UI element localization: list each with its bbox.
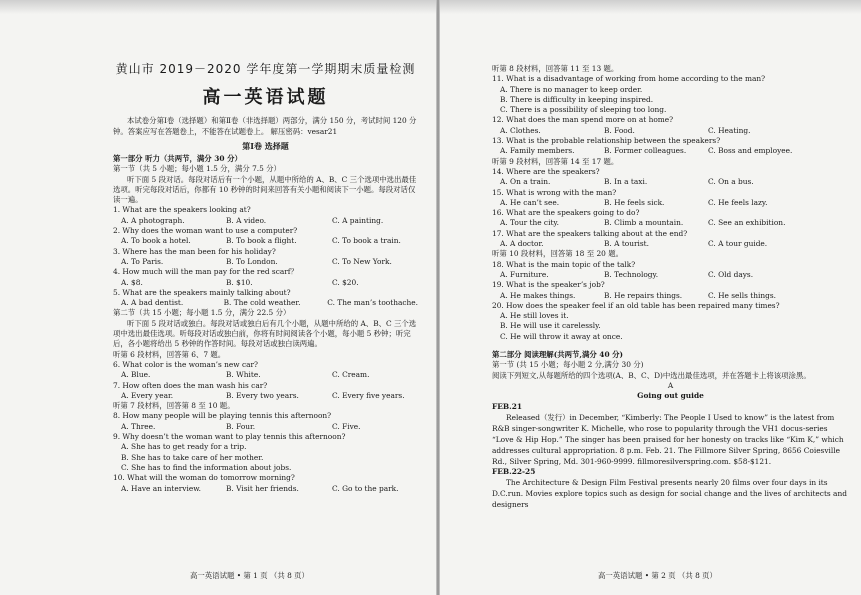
option-c: C. Boss and employee. xyxy=(708,146,793,156)
option-a: A. He can’t see. xyxy=(500,197,560,207)
exam-intro: 本试卷分第Ⅰ卷（选择题）和第Ⅱ卷（非选择题）两部分，满分 150 分，考试时间 120 分钟。答案应写在答题卷上，不能答在试题卷上。 解压密码：vesar21 xyxy=(113,116,417,136)
option-c: C. A tour guide. xyxy=(708,239,768,249)
option-b: B. There is difficulty in keeping inspired. xyxy=(500,94,654,104)
question-options xyxy=(492,218,849,228)
listening-note: 听第 8 段材料，回答第 11 至 13 题。 xyxy=(492,64,619,73)
question-options xyxy=(113,484,418,494)
passage-letter: A xyxy=(667,380,674,390)
option-c: C. She has to find the information about jobs. xyxy=(121,462,292,472)
option-a: A. A doctor. xyxy=(500,239,544,249)
option-a: A. To book a hotel. xyxy=(121,236,191,246)
page-footer: 高一英语试题 • 第 1 页 （共 8 页） xyxy=(190,571,309,580)
option-b: B. Every two years. xyxy=(226,390,299,400)
option-b: B. The cold weather. xyxy=(223,298,301,308)
section1-title: 第一节（共 5 小题；每小题 1.5 分，满分 7.5 分） xyxy=(113,164,281,174)
option-b: B. To book a flight. xyxy=(226,236,297,246)
question-options xyxy=(492,177,849,187)
option-b: B. To London. xyxy=(226,256,278,266)
question-block-a xyxy=(113,205,418,308)
question-options xyxy=(113,257,418,267)
option-c: C. Go to the park. xyxy=(332,483,399,493)
option-a: A. He still loves it. xyxy=(500,311,569,321)
event-paragraph: The Architecture & Design Film Festival presents nearly 20 films over four days in its D.C.run. Movies explore topics such as design for social change and the lives of architects and designers xyxy=(492,478,847,510)
option-a: A. Furniture. xyxy=(500,269,549,279)
exam-title: 黄山市 2019－2020 学年度第一学期期末质量检测 xyxy=(115,62,416,76)
section2-title: 第二节（共 15 小题；每小题 1.5 分，满分 22.5 分） xyxy=(113,308,291,318)
question-text: 16. What are the speakers going to do? xyxy=(492,208,640,218)
question-text: 2. Why does the woman want to use a computer? xyxy=(113,226,298,236)
question-text: 20. How does the speaker feel if an old table has been repaired many times? xyxy=(492,300,780,310)
option-b: B. White. xyxy=(226,370,261,380)
page-footer: 高一英语试题 • 第 2 页 （共 8 页） xyxy=(598,571,717,580)
option-b: B. He repairs things. xyxy=(604,290,683,300)
question-options xyxy=(113,216,418,226)
volume-title: 第Ⅰ卷 选择题 xyxy=(242,141,289,151)
listening-note: 听第 7 段材料，回答第 8 至 10 题。 xyxy=(113,401,235,411)
question-options xyxy=(492,126,849,136)
question-options xyxy=(113,391,418,401)
option-b: B. A tourist. xyxy=(604,239,650,249)
option-c: C. Every five years. xyxy=(332,390,405,400)
question-text: 4. How much will the man pay for the red scarf？ xyxy=(113,267,298,277)
option-c: C. To New York. xyxy=(332,256,392,266)
option-b: B. She has to take care of her mother. xyxy=(121,452,264,462)
question-text: 12. What does the man spend more on at home? xyxy=(492,115,674,125)
question-options xyxy=(492,291,849,301)
option-c: C. $20. xyxy=(332,277,359,287)
question-options xyxy=(492,270,849,280)
part2-instructions: 阅读下列短文,从每题所给的四个选项(A、B、C、D)中选出最佳选项，并在答题卡上将该项涂黑。 xyxy=(492,370,811,380)
option-a: A. A bad dentist. xyxy=(121,298,184,308)
question-text: 15. What is wrong with the man? xyxy=(492,187,617,197)
question-text: 18. What is the main topic of the talk? xyxy=(492,259,636,269)
question-options xyxy=(113,370,418,380)
option-a: A. She has to get ready for a trip. xyxy=(121,442,247,452)
option-b: B. Technology. xyxy=(604,269,659,279)
event-date: FEB.22-25 xyxy=(492,466,536,476)
right-page xyxy=(440,0,861,595)
question-text: 14. Where are the speakers? xyxy=(492,166,600,176)
option-c: C. He feels lazy. xyxy=(708,197,768,207)
question-text: 6. What color is the woman’s new car? xyxy=(113,359,259,369)
option-b: B. He will use it carelessly. xyxy=(500,321,601,331)
passage-title: Going out guide xyxy=(637,391,704,401)
question-text: 11. What is a disadvantage of working from home according to the man? xyxy=(492,74,766,84)
question-options xyxy=(492,239,849,249)
option-b: B. Four. xyxy=(226,421,256,431)
part2-title: 第二部分 阅读理解(共两节,满分 40 分) xyxy=(492,350,624,360)
option-a: A. Clothes. xyxy=(500,125,541,135)
listening-note: 听第 6 段材料，回答第 6、7 题。 xyxy=(113,349,226,359)
section2-instructions: 听下面 5 段对话或独白。每段对话或独白后有几个小题，从题中所给的 A、B、C 三个选项中选出最佳选项。听每段对话或独白前，你将有时间阅读各个小题，每小题 5 秒钟；听完后，各小题将给出 5 秒钟的作答时间。每段对话或独白读两遍。 xyxy=(113,318,417,349)
option-a: A. He makes things. xyxy=(500,290,576,300)
option-c: C. Old days. xyxy=(708,269,754,279)
question-options xyxy=(113,236,418,246)
option-b: B. A video. xyxy=(226,215,267,225)
part1-title: 第一部分 听力（共两节，满分 30 分） xyxy=(113,154,242,163)
option-c: C. On a bus. xyxy=(708,177,754,187)
option-c: C. A painting. xyxy=(332,215,384,225)
part2-section-title: 第一节 (共 15 小题；每小题 2 分,满分 30 分) xyxy=(492,360,644,370)
question-options xyxy=(492,146,849,156)
question-text: 13. What is the probable relationship between the speakers? xyxy=(492,136,721,146)
option-a: A. Tour the city. xyxy=(500,218,559,228)
question-text: 3. Where has the man been for his holiday? xyxy=(113,246,276,256)
question-options xyxy=(492,198,849,208)
option-c: C. Five. xyxy=(332,421,361,431)
option-b: B. Climb a mountain. xyxy=(604,218,684,228)
option-c: C. Cream. xyxy=(332,370,370,380)
option-c: C. He will throw it away at once. xyxy=(500,331,623,341)
question-options xyxy=(113,422,418,432)
option-a: A. Have an interview. xyxy=(121,483,202,493)
option-c: C. Heating. xyxy=(708,125,751,135)
option-c: C. There is a possibility of sleeping too long. xyxy=(500,105,667,115)
option-b: B. Visit her friends. xyxy=(226,483,299,493)
question-text: 10. What will the woman do tomorrow morning? xyxy=(113,473,295,483)
option-b: B. He feels sick. xyxy=(604,197,665,207)
question-options xyxy=(113,278,418,288)
question-text: 19. What is the speaker’s job? xyxy=(492,280,605,290)
option-a: A. Three. xyxy=(121,421,156,431)
question-text: 1. What are the speakers looking at? xyxy=(113,205,251,215)
main-title: 高一英语试题 xyxy=(202,87,329,108)
option-b: B. Food. xyxy=(604,125,635,135)
listening-note: 听第 9 段材料，回答第 14 至 17 题。 xyxy=(492,156,619,166)
option-b: B. Former colleagues. xyxy=(604,146,687,156)
option-a: A. Every year. xyxy=(121,390,174,400)
question-text: 17. What are the speakers talking about at the end? xyxy=(492,228,688,238)
option-a: A. On a train. xyxy=(500,177,551,187)
event-date: FEB.21 xyxy=(492,401,522,411)
option-c: C. He sells things. xyxy=(708,290,777,300)
option-a: A. There is no manager to keep order. xyxy=(500,84,643,94)
question-text: 9. Why doesn’t the woman want to play tennis this afternoon? xyxy=(113,432,346,442)
question-text: 7. How often does the man wash his car? xyxy=(113,380,268,390)
question-text: 8. How many people will be playing tennis this afternoon? xyxy=(113,411,332,421)
listening-note: 听第 10 段材料，回答第 18 至 20 题。 xyxy=(492,249,623,259)
option-c: C. The man’s toothache. xyxy=(327,298,418,308)
event-paragraph: Released（发行）in December, “Kimberly: The People I Used to know” is the latest from R&B singer-songwriter K. Michelle, who rose to popularity through the VH1 docus-series “Love & Hip Hop.” The singer has been praised for her honesty on tracks like “Kim K,” which addresses cultural appropriation. 8 p.m. Feb. 21. The Fillmore Silver Spring, 8656 Coiesville Rd., Silver Spring, Md. 301-960-9999. fillmoresilverspring.com. $58-$121. xyxy=(492,412,844,466)
option-a: A. $8. xyxy=(121,277,143,287)
question-options xyxy=(113,298,418,308)
option-c: C. To book a train. xyxy=(332,236,401,246)
option-b: B. $10. xyxy=(226,277,253,287)
option-a: A. Family members. xyxy=(500,146,575,156)
option-a: A. A photograph. xyxy=(121,215,185,225)
option-c: C. See an exhibition. xyxy=(708,218,786,228)
option-a: A. To Paris. xyxy=(121,256,164,266)
option-b: B. In a taxi. xyxy=(604,177,648,187)
option-a: A. Blue. xyxy=(121,370,151,380)
question-text: 5. What are the speakers mainly talking about? xyxy=(113,287,291,297)
section1-instructions: 听下面 5 段对话。每段对话后有一个小题，从题中所给的 A、B、C 三个选项中选出最佳选项。听完每段对话后，你都有 10 秒钟的时间来回答有关小题和阅读下一小题。每段对话仅读一遍。 xyxy=(113,174,417,205)
